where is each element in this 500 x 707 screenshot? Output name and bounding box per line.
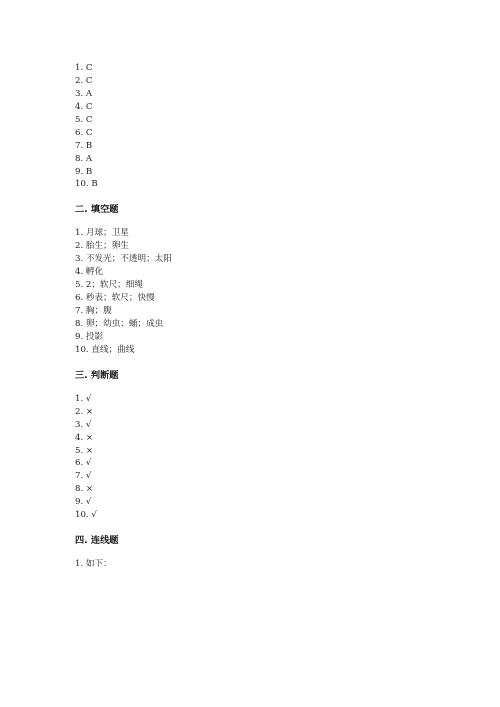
answer-sheet	[75, 62, 435, 571]
list-item: 6. C	[75, 127, 93, 138]
list-item: 1. √	[75, 393, 92, 404]
list-item: 9. B	[75, 166, 93, 177]
list-item: 3. 不发光；不透明；太阳	[75, 254, 172, 265]
list-item: 5. ×	[75, 445, 94, 456]
list-item: 10. √	[75, 510, 97, 521]
list-item: 8. ×	[75, 484, 94, 495]
list-item: 9. √	[75, 497, 92, 508]
list-item: 1. 月球；卫星	[75, 228, 129, 239]
list-item: 4. 孵化	[75, 267, 104, 278]
list-item: 2. 胎生；卵生	[75, 241, 129, 252]
list-item: 3. √	[75, 419, 92, 430]
true-false-answers-list	[75, 393, 435, 522]
list-item: 5. 2；软尺；细绳	[75, 280, 143, 291]
list-item: 1. C	[75, 63, 93, 73]
section-heading-fill-blank: 二. 填空题	[75, 204, 119, 216]
list-item: 3. A	[75, 88, 93, 99]
list-item: 2. ×	[75, 406, 94, 417]
list-item: 4. ×	[75, 432, 94, 443]
list-item: 4. C	[75, 101, 93, 112]
list-item: 6. 秒表；软尺；快慢	[75, 293, 155, 304]
list-item: 7. 胸；腹	[75, 306, 112, 316]
list-item: 10. B	[75, 179, 98, 190]
list-item: 2. C	[75, 75, 93, 86]
list-item: 10. 直线；曲线	[75, 344, 135, 355]
list-item: 7. √	[75, 471, 92, 482]
fill-blank-answers-list	[75, 227, 435, 356]
section-heading-true-false: 三. 判断题	[75, 369, 119, 381]
list-item: 1. 如下：	[75, 559, 112, 570]
list-item: 9. 投影	[75, 331, 104, 342]
list-item: 6. √	[75, 458, 92, 469]
matching-answers-list	[75, 558, 435, 571]
list-item: 5. C	[75, 114, 93, 125]
list-item: 8. A	[75, 153, 93, 164]
section-heading-matching: 四. 连线题	[75, 535, 119, 547]
list-item: 7. B	[75, 140, 93, 151]
list-item: 8. 卵；幼虫；蛹；成虫	[75, 318, 164, 329]
choice-answers-list	[75, 62, 435, 191]
